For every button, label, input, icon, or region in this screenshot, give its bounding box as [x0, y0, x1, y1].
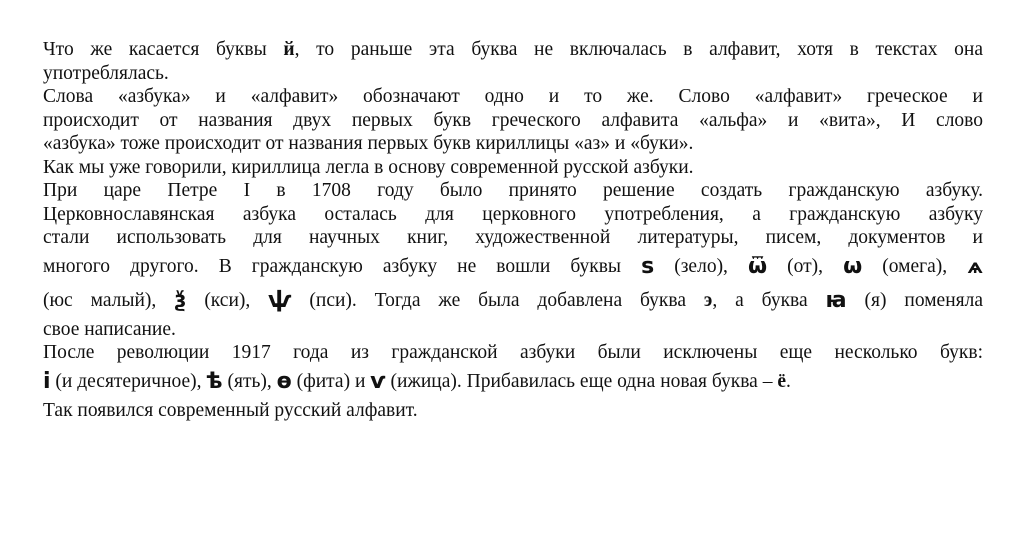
paragraph-letter-i-kratkoe [43, 38, 983, 85]
paragraph-conclusion [43, 399, 983, 423]
text-line: свое написание. [43, 318, 176, 340]
text-line: і (и десятеричное), ѣ (ять), ѳ (фита) и ѵ (ижица). Прибавилась еще одна новая буква – ё. [43, 365, 983, 399]
letter-izhitsa-glyph: ѵ [370, 368, 386, 394]
text-line: При царе Петре I в 1708 году было принято решение создать гражданскую азбуку. [43, 180, 983, 201]
text-line: стали использовать для научных книг, художественной литературы, писем, документов и [43, 227, 983, 248]
letter-fita-glyph: ѳ [276, 368, 292, 394]
document-page [43, 38, 983, 422]
text-line: Церковнославянская азбука осталась для церковного употребления, а гражданскую азбуку [43, 203, 983, 225]
paragraph-revolution-reform [43, 341, 983, 399]
letter-omega-glyph: ѡ [843, 253, 863, 279]
paragraph-peter-reform [43, 179, 983, 341]
letter-ksi-glyph: ѯ [174, 287, 187, 313]
text-line: Так появился современный русский алфавит. [43, 399, 418, 421]
letter-psi-glyph: ѱ [268, 287, 292, 313]
letter-yus-glyph: ѧ [967, 255, 983, 278]
paragraph-azbuka-alfavit [43, 85, 983, 156]
text-line: Как мы уже говорили, кириллица легла в основу современной русской азбуки. [43, 156, 694, 178]
letter-ot-glyph: ѿ [747, 253, 768, 279]
text-line: многого другого. В гражданскую азбуку не вошли буквы ѕ (зело), ѿ (от), ѡ (омега), ѧ [43, 250, 983, 284]
bold-letter: ё [777, 370, 786, 392]
paragraph-kirillitsa [43, 156, 983, 180]
letter-i-decimal-glyph: і [43, 368, 51, 394]
bold-letter: э [703, 289, 713, 311]
text-line: (юс малый), ѯ (кси), ѱ (пси). Тогда же была добавлена буква э, а буква ꙗ (я) поменяла [43, 284, 983, 318]
text-line: происходит от названия двух первых букв греческого алфавита «альфа» и «вита», И слово [43, 109, 983, 131]
letter-zelo-glyph: ѕ [641, 253, 655, 279]
text-line: «азбука» тоже происходит от названия первых букв кириллицы «аз» и «буки». [43, 133, 694, 154]
bold-letter: й [283, 39, 295, 60]
text-line: употреблялась. [43, 62, 169, 84]
text-line: Что же касается буквы й, то раньше эта буква не включалась в алфавит, хотя в текстах она [43, 39, 983, 60]
text-line: Слова «азбука» и «алфавит» обозначают одно и то же. Слово «алфавит» греческое и [43, 86, 983, 107]
letter-ya-glyph: ꙗ [825, 287, 847, 313]
text-line: После революции 1917 года из гражданской азбуки были исключены еще несколько букв: [43, 342, 983, 363]
letter-yat-glyph: ѣ [206, 368, 223, 394]
